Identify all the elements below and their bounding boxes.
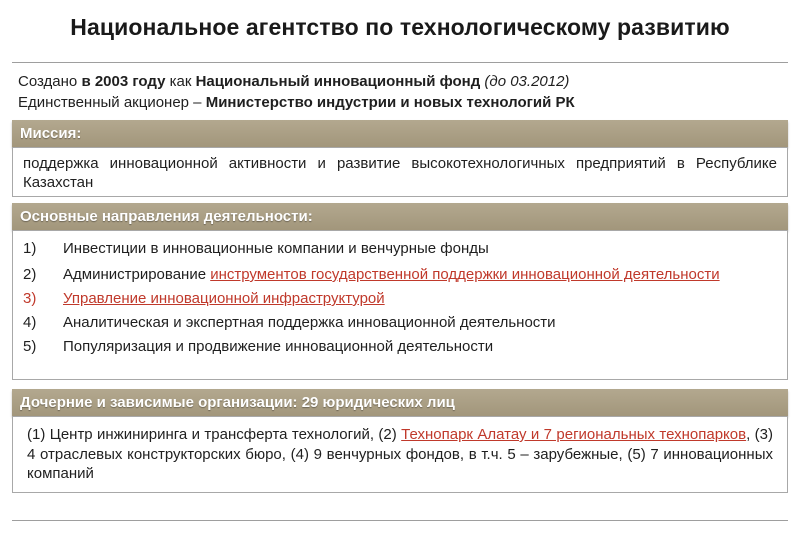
intro-line-1 xyxy=(18,71,788,92)
intro-line-2 xyxy=(18,92,788,113)
state-support-tools-link[interactable]: инструментов государственной поддержки инновационной деятельности xyxy=(210,266,720,283)
founding-year: в 2003 году xyxy=(81,73,166,90)
list-number: 2) xyxy=(23,266,37,283)
list-number: 4) xyxy=(23,314,37,331)
intro-block xyxy=(18,71,788,113)
list-item xyxy=(23,313,777,332)
mission-text: поддержка инновационной активности и развитие высокотехнологичных предприятий в Республике Казахстан xyxy=(23,155,777,191)
list-item xyxy=(23,337,777,356)
directions-header: Основные направления деятельности: xyxy=(12,203,788,230)
top-divider xyxy=(12,62,788,63)
list-item xyxy=(23,263,777,287)
directions-list xyxy=(23,239,777,356)
list-item-text: Администрирование xyxy=(63,266,211,283)
list-item-text: Инвестиции в инновационные компании и венчурные фонды xyxy=(63,240,489,257)
list-item xyxy=(23,239,777,258)
list-item xyxy=(23,289,777,308)
list-item-text: Аналитическая и экспертная поддержка инновационной деятельности xyxy=(63,314,556,331)
list-number: 1) xyxy=(23,240,37,257)
directions-box xyxy=(12,230,788,380)
list-number: 3) xyxy=(23,290,37,307)
subsidiaries-text-part: , (3) 4 отраслевых конструкторских бюро, (4) 9 венчурных фондов, в т.ч. 5 – зарубежные, (5) 7 инновационных компаний xyxy=(27,426,773,482)
page-title: Национальное агентство по технологическому развитию xyxy=(70,14,730,40)
infrastructure-management-link[interactable]: Управление инновационной инфраструктурой xyxy=(63,290,385,307)
technopark-link[interactable]: Технопарк Алатау и 7 региональных технопарков xyxy=(401,426,747,443)
bottom-divider xyxy=(12,520,788,521)
subsidiaries-box xyxy=(12,416,788,493)
mission-header: Миссия: xyxy=(12,120,788,147)
former-name-note: (до 03.2012) xyxy=(480,73,570,90)
list-number: 5) xyxy=(23,338,37,355)
shareholder-name: Министерство индустрии и новых технологий РК xyxy=(205,94,575,111)
subsidiaries-text-part: (1) Центр инжиниринга и трансферта технологий, (2) xyxy=(27,426,402,443)
former-name: Национальный инновационный фонд xyxy=(195,73,481,90)
subsidiaries-header: Дочерние и зависимые организации: 29 юридических лиц xyxy=(12,389,788,416)
intro-text: Создано xyxy=(18,73,82,90)
mission-box xyxy=(12,147,788,197)
intro-text: как xyxy=(165,73,196,90)
list-item-text: Популяризация и продвижение инновационной деятельности xyxy=(63,338,494,355)
intro-text: Единственный акционер – xyxy=(18,94,206,111)
subsidiaries-text xyxy=(27,425,773,484)
